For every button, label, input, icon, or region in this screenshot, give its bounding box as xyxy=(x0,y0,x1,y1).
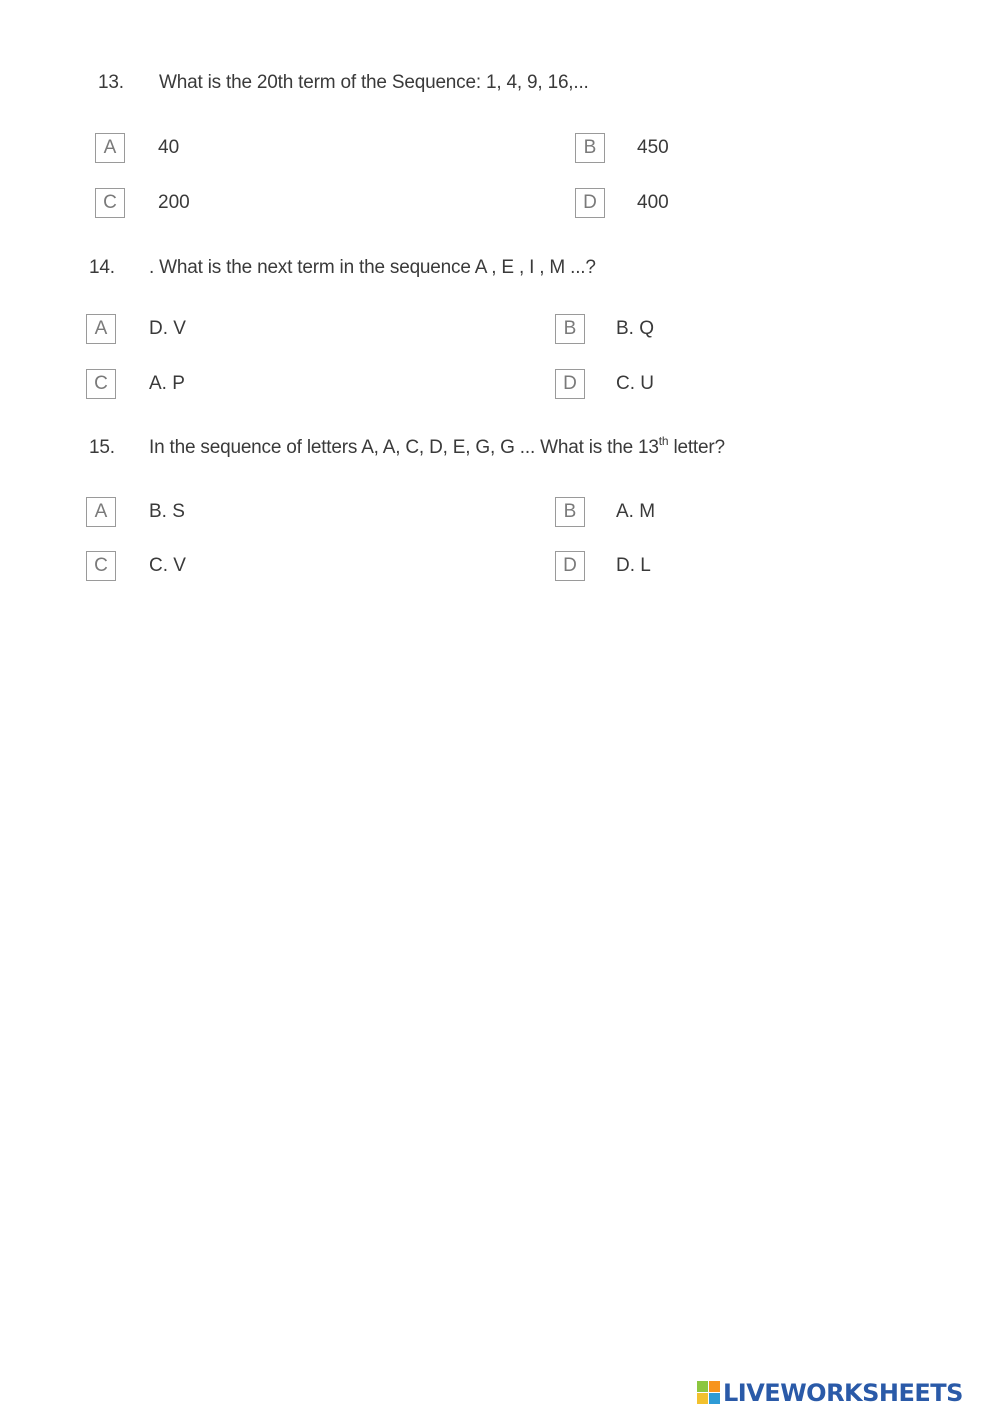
brand-name: LIVEWORKSHEETS xyxy=(723,1379,963,1407)
option-value: A. M xyxy=(616,501,656,522)
option-box-b[interactable]: B xyxy=(575,133,605,163)
question-text-end: letter? xyxy=(668,437,725,458)
option-box-c[interactable]: C xyxy=(95,188,125,218)
option-box-a[interactable]: A xyxy=(86,497,116,527)
option-box-d[interactable]: D xyxy=(575,188,605,218)
question-number: 14. xyxy=(89,257,115,278)
option-value: 200 xyxy=(158,192,190,213)
option-box-b[interactable]: B xyxy=(555,314,585,344)
option-box-d[interactable]: D xyxy=(555,369,585,399)
option-box-c[interactable]: C xyxy=(86,551,116,581)
option-box-a[interactable]: A xyxy=(95,133,125,163)
liveworksheets-logo xyxy=(697,1378,963,1408)
option-value: 450 xyxy=(637,137,669,158)
question-text: What is the 20th term of the Sequence: 1, 4, 9, 16,... xyxy=(159,72,589,93)
ordinal-suffix: th xyxy=(658,434,669,448)
option-box-c[interactable]: C xyxy=(86,369,116,399)
option-value: 400 xyxy=(637,192,669,213)
option-value: C. U xyxy=(616,373,654,394)
option-value: 40 xyxy=(158,137,180,158)
option-box-d[interactable]: D xyxy=(555,551,585,581)
option-value: C. V xyxy=(149,555,186,576)
question-number: 13. xyxy=(98,72,124,93)
question-number: 15. xyxy=(89,437,115,458)
question-text: . What is the next term in the sequence A , E , I , M ...? xyxy=(149,257,596,278)
option-box-a[interactable]: A xyxy=(86,314,116,344)
question-text xyxy=(149,434,725,459)
liveworksheets-logo-icon xyxy=(697,1381,721,1405)
option-box-b[interactable]: B xyxy=(555,497,585,527)
option-value: B. S xyxy=(149,501,185,522)
option-value: D. L xyxy=(616,555,651,576)
option-value: D. V xyxy=(149,318,186,339)
option-value: A. P xyxy=(149,373,185,394)
question-text-main: In the sequence of letters A, A, C, D, E, G, G ... What is the 13 xyxy=(149,437,659,458)
option-value: B. Q xyxy=(616,318,655,339)
